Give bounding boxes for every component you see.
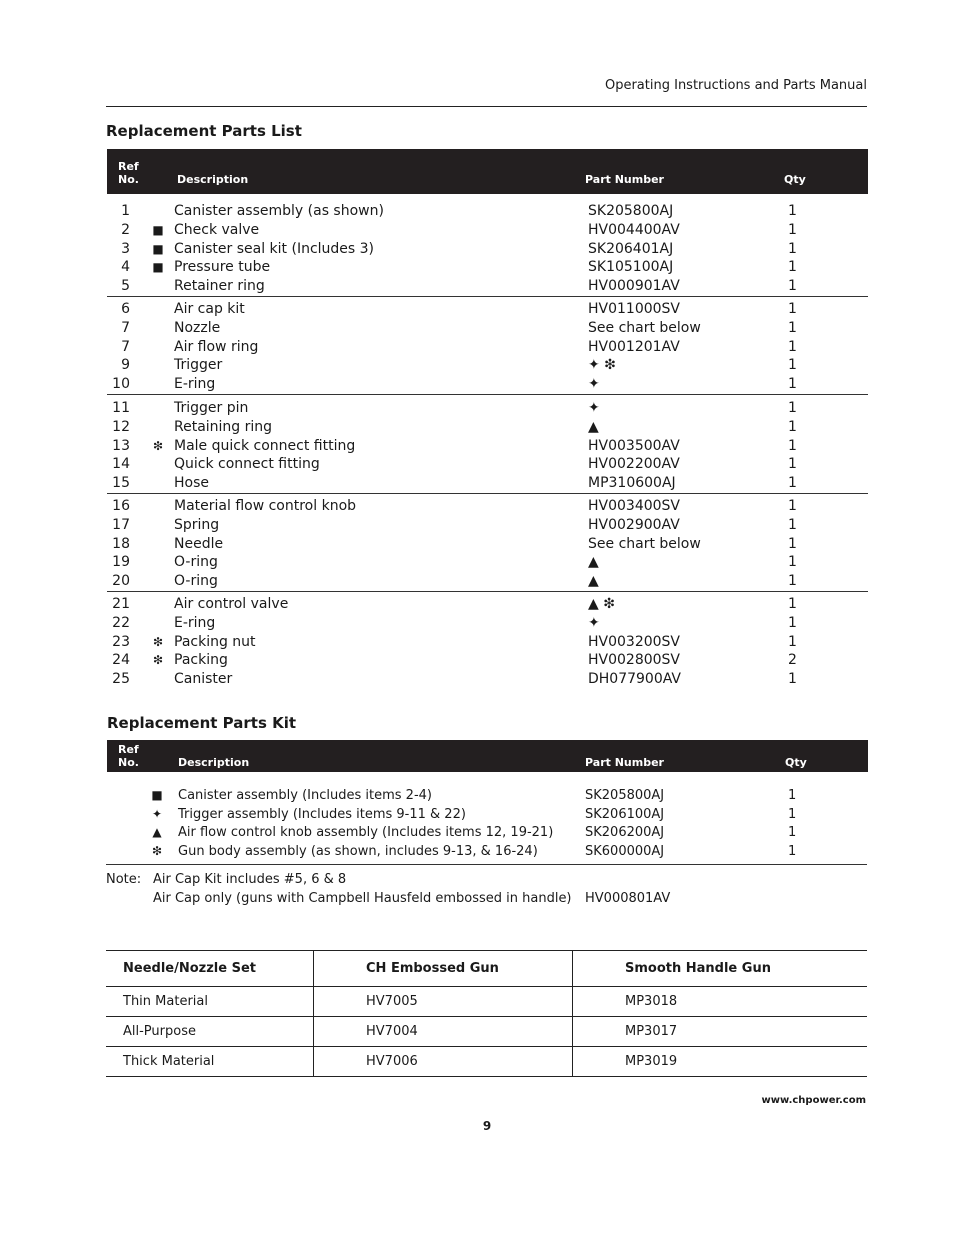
part-description: Trigger pin bbox=[174, 400, 249, 416]
table-row bbox=[107, 300, 868, 319]
nozzle-cell: MP3018 bbox=[573, 987, 868, 1017]
ref-number: 4 bbox=[121, 259, 130, 276]
part-description: Retainer ring bbox=[174, 278, 265, 295]
part-description: Packing nut bbox=[174, 633, 256, 650]
group-divider bbox=[107, 296, 868, 297]
part-number: See chart below bbox=[588, 319, 701, 336]
ref-number: 18 bbox=[112, 535, 130, 552]
kit-description: Canister assembly (Includes items 2-4) bbox=[178, 788, 432, 803]
kit-bottom-rule bbox=[106, 864, 867, 865]
kit-description: Air flow control knob assembly (Includes items 12, 19-21) bbox=[178, 825, 554, 841]
part-qty: 1 bbox=[788, 573, 797, 590]
parts-kit-header bbox=[107, 740, 868, 772]
part-number: HV002900AV bbox=[588, 516, 680, 533]
part-number: ✦ bbox=[588, 614, 600, 631]
part-qty: 2 bbox=[788, 652, 797, 669]
table-row bbox=[107, 277, 868, 296]
ref-number: 13 bbox=[112, 437, 130, 454]
part-qty: 1 bbox=[788, 614, 797, 631]
table-row bbox=[107, 418, 868, 437]
part-qty: 1 bbox=[788, 338, 797, 355]
part-qty: 1 bbox=[788, 418, 797, 435]
part-qty: 1 bbox=[788, 535, 797, 552]
part-qty: 1 bbox=[788, 456, 797, 473]
kit-symbol-icon: ❇ bbox=[152, 653, 164, 668]
part-number: HV003400SV bbox=[588, 498, 681, 514]
table-row bbox=[107, 842, 868, 861]
part-description: Canister assembly (as shown) bbox=[174, 203, 384, 219]
table-row bbox=[106, 987, 867, 1017]
part-qty: 1 bbox=[788, 301, 797, 317]
kit-symbol-icon: ▲ bbox=[152, 825, 162, 840]
part-description: Needle bbox=[174, 535, 224, 552]
part-description: Spring bbox=[174, 516, 220, 533]
group-divider bbox=[107, 394, 868, 395]
part-qty: 1 bbox=[788, 437, 797, 454]
table-row bbox=[107, 319, 868, 338]
part-number: ▲ bbox=[588, 418, 599, 435]
part-number: DH077900AV bbox=[588, 671, 682, 688]
part-number: HV003500AV bbox=[588, 437, 680, 454]
part-number: HV002800SV bbox=[588, 652, 681, 669]
table-row bbox=[107, 202, 868, 221]
table-row bbox=[107, 651, 868, 670]
col-ref bbox=[118, 160, 139, 186]
part-number: SK105100AJ bbox=[588, 259, 674, 276]
part-qty: 1 bbox=[788, 240, 797, 257]
ref-number: 7 bbox=[121, 319, 130, 336]
part-description: O-ring bbox=[174, 573, 218, 590]
part-qty: 1 bbox=[788, 671, 797, 688]
part-description: Canister bbox=[174, 671, 233, 688]
part-number: See chart below bbox=[588, 535, 701, 552]
table-row bbox=[107, 240, 868, 259]
col-ref-line1: Ref bbox=[118, 160, 139, 173]
kit-symbol-icon: ❇ bbox=[152, 438, 164, 453]
table-row bbox=[107, 221, 868, 240]
part-description: Pressure tube bbox=[174, 259, 271, 276]
ref-number: 12 bbox=[112, 418, 130, 435]
nozzle-cell: Thin Material bbox=[106, 987, 314, 1017]
ref-number: 21 bbox=[112, 596, 130, 612]
part-description: Quick connect fitting bbox=[174, 456, 320, 473]
part-qty: 1 bbox=[788, 498, 797, 514]
kit-col-ref-line1: Ref bbox=[118, 743, 139, 756]
ref-number: 19 bbox=[112, 554, 130, 571]
part-description: Air flow ring bbox=[174, 338, 259, 355]
part-description: Air cap kit bbox=[174, 301, 245, 317]
nozzle-cell: HV7005 bbox=[314, 987, 573, 1017]
part-number: ✦ bbox=[588, 376, 600, 393]
table-row bbox=[106, 1017, 867, 1047]
part-number: ✦ ❇ bbox=[588, 357, 616, 374]
kit-col-ref-line2: No. bbox=[118, 756, 139, 769]
nozzle-header-ch: CH Embossed Gun bbox=[314, 951, 573, 987]
kit-col-qty: Qty bbox=[785, 756, 807, 769]
nozzle-table-header bbox=[106, 951, 867, 987]
col-description: Description bbox=[177, 173, 249, 186]
part-qty: 1 bbox=[788, 376, 797, 393]
part-description: Nozzle bbox=[174, 319, 221, 336]
table-row bbox=[107, 338, 868, 357]
note-label: Note: bbox=[106, 872, 142, 887]
ref-number: 7 bbox=[121, 338, 130, 355]
parts-kit-title: Replacement Parts Kit bbox=[107, 714, 297, 732]
ref-number: 25 bbox=[112, 671, 130, 688]
part-number: ▲ ❇ bbox=[588, 596, 615, 612]
group-divider bbox=[107, 493, 868, 494]
page-number: 9 bbox=[482, 1119, 492, 1133]
part-description: Canister seal kit (Includes 3) bbox=[174, 240, 375, 257]
part-number: HV002200AV bbox=[588, 456, 680, 473]
ref-number: 9 bbox=[121, 357, 130, 374]
part-description: Packing bbox=[174, 652, 228, 669]
table-row bbox=[107, 535, 868, 554]
table-row bbox=[107, 399, 868, 418]
part-qty: 1 bbox=[788, 259, 797, 276]
ref-number: 17 bbox=[112, 516, 130, 533]
ref-number: 2 bbox=[121, 221, 130, 238]
kit-col-ref bbox=[118, 743, 139, 769]
table-row bbox=[107, 786, 868, 805]
part-qty: 1 bbox=[788, 633, 797, 650]
nozzle-cell: All-Purpose bbox=[106, 1017, 314, 1047]
needle-nozzle-table bbox=[106, 950, 867, 1077]
col-ref-line2: No. bbox=[118, 173, 139, 186]
table-row bbox=[107, 474, 868, 493]
part-qty: 1 bbox=[788, 516, 797, 533]
part-qty: 1 bbox=[788, 203, 797, 219]
ref-number: 24 bbox=[112, 652, 130, 669]
nozzle-cell: MP3017 bbox=[573, 1017, 868, 1047]
kit-description: Gun body assembly (as shown, includes 9-13, & 16-24) bbox=[178, 844, 538, 860]
nozzle-cell: HV7004 bbox=[314, 1017, 573, 1047]
table-row bbox=[107, 356, 868, 375]
part-qty: 1 bbox=[788, 475, 797, 492]
kit-qty: 1 bbox=[788, 825, 797, 841]
part-number: HV004400AV bbox=[588, 221, 680, 238]
nozzle-cell: MP3019 bbox=[573, 1047, 868, 1077]
nozzle-cell: Thick Material bbox=[106, 1047, 314, 1077]
kit-description: Trigger assembly (Includes items 9-11 & 22) bbox=[178, 806, 466, 822]
kit-symbol-icon: ■ bbox=[152, 260, 164, 275]
table-row bbox=[107, 823, 868, 842]
ref-number: 1 bbox=[121, 203, 130, 219]
kit-col-part-number: Part Number bbox=[585, 756, 664, 769]
part-description: Hose bbox=[174, 475, 209, 492]
kit-qty: 1 bbox=[788, 788, 797, 803]
ref-number: 11 bbox=[112, 400, 130, 416]
part-description: E-ring bbox=[174, 376, 216, 393]
ref-number: 16 bbox=[112, 498, 130, 514]
part-qty: 1 bbox=[788, 278, 797, 295]
part-description: O-ring bbox=[174, 554, 218, 571]
table-row bbox=[107, 805, 868, 824]
part-qty: 1 bbox=[788, 554, 797, 571]
ref-number: 14 bbox=[112, 456, 130, 473]
part-number: ▲ bbox=[588, 573, 599, 590]
group-divider bbox=[107, 591, 868, 592]
part-number: SK205800AJ bbox=[588, 203, 674, 219]
note-line-2-part: HV000801AV bbox=[585, 891, 671, 906]
part-number: SK206401AJ bbox=[588, 240, 674, 257]
ref-number: 6 bbox=[121, 301, 130, 317]
table-row bbox=[107, 455, 868, 474]
nozzle-cell: HV7006 bbox=[314, 1047, 573, 1077]
kit-part-number: SK600000AJ bbox=[585, 844, 665, 860]
col-part-number: Part Number bbox=[585, 173, 664, 186]
table-row bbox=[107, 258, 868, 277]
ref-number: 22 bbox=[112, 614, 130, 631]
part-number: HV003200SV bbox=[588, 633, 681, 650]
note-line-1: Air Cap Kit includes #5, 6 & 8 bbox=[153, 872, 347, 887]
kit-symbol-icon: ■ bbox=[152, 241, 164, 256]
manual-title: Operating Instructions and Parts Manual bbox=[604, 78, 867, 93]
part-description: Trigger bbox=[174, 357, 223, 374]
note-line-2: Air Cap only (guns with Campbell Hausfeld embossed in handle) bbox=[153, 891, 572, 906]
table-row bbox=[107, 553, 868, 572]
nozzle-header-set: Needle/Nozzle Set bbox=[106, 951, 314, 987]
table-row bbox=[107, 572, 868, 591]
part-qty: 1 bbox=[788, 400, 797, 416]
table-row bbox=[107, 670, 868, 689]
part-description: Male quick connect fitting bbox=[174, 437, 356, 454]
table-row bbox=[107, 595, 868, 614]
nozzle-header-smooth: Smooth Handle Gun bbox=[573, 951, 868, 987]
part-description: E-ring bbox=[174, 614, 216, 631]
footer-url: www.chpower.com bbox=[761, 1095, 866, 1106]
part-description: Check valve bbox=[174, 221, 260, 238]
part-number: ✦ bbox=[588, 400, 600, 416]
kit-qty: 1 bbox=[788, 806, 797, 822]
ref-number: 10 bbox=[112, 376, 130, 393]
part-description: Material flow control knob bbox=[174, 498, 357, 514]
ref-number: 15 bbox=[112, 475, 130, 492]
part-description: Air control valve bbox=[174, 596, 289, 612]
part-number: ▲ bbox=[588, 554, 599, 571]
ref-number: 3 bbox=[121, 240, 130, 257]
table-row bbox=[107, 614, 868, 633]
table-row bbox=[107, 516, 868, 535]
part-number: HV001201AV bbox=[588, 338, 680, 355]
part-qty: 1 bbox=[788, 596, 797, 612]
part-description: Retaining ring bbox=[174, 418, 273, 435]
table-row bbox=[107, 633, 868, 652]
part-number: MP310600AJ bbox=[588, 475, 676, 492]
kit-symbol-icon: ✦ bbox=[151, 806, 163, 821]
col-qty: Qty bbox=[784, 173, 806, 186]
table-row bbox=[107, 437, 868, 456]
ref-number: 23 bbox=[112, 633, 130, 650]
parts-list-header bbox=[107, 149, 868, 194]
kit-col-description: Description bbox=[178, 756, 250, 769]
kit-symbol-icon: ❇ bbox=[151, 844, 163, 859]
parts-list-title: Replacement Parts List bbox=[106, 122, 302, 140]
ref-number: 20 bbox=[112, 573, 130, 590]
part-number: HV011000SV bbox=[588, 301, 681, 317]
kit-part-number: SK206100AJ bbox=[585, 806, 665, 822]
table-row bbox=[106, 1047, 867, 1077]
table-row bbox=[107, 497, 868, 516]
header-divider bbox=[106, 106, 867, 107]
table-row bbox=[107, 375, 868, 394]
kit-symbol-icon: ■ bbox=[152, 222, 164, 237]
part-qty: 1 bbox=[788, 357, 797, 374]
part-qty: 1 bbox=[788, 221, 797, 238]
ref-number: 5 bbox=[121, 278, 130, 295]
part-number: HV000901AV bbox=[588, 278, 680, 295]
kit-qty: 1 bbox=[788, 844, 797, 860]
kit-symbol-icon: ■ bbox=[151, 788, 163, 802]
part-qty: 1 bbox=[788, 319, 797, 336]
kit-symbol-icon: ❇ bbox=[152, 634, 164, 649]
kit-part-number: SK206200AJ bbox=[585, 825, 665, 841]
kit-part-number: SK205800AJ bbox=[585, 788, 665, 803]
